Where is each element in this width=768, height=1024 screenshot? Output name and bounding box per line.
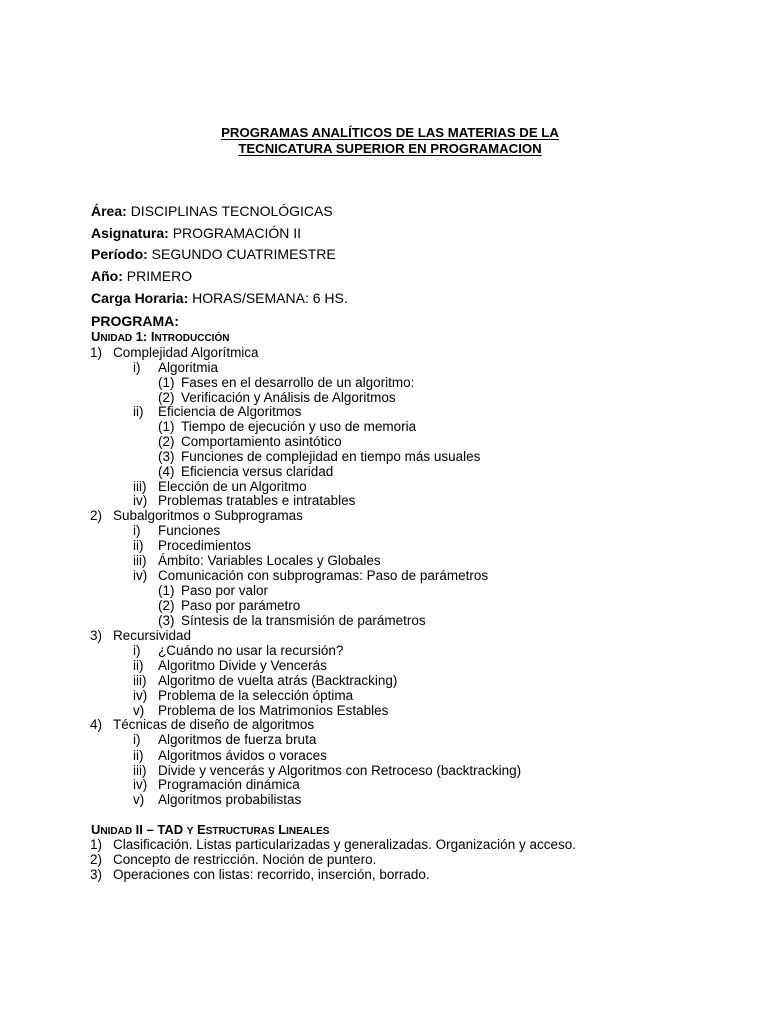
list-item — [90, 628, 191, 643]
list-item-label: i) — [133, 643, 141, 658]
unit-2-heading-part: L — [274, 822, 287, 837]
list-item-label: ii) — [133, 538, 144, 553]
list-item-text: Algoritmo Divide y Vencerás — [158, 658, 327, 673]
area-label: Área: — [91, 203, 127, 219]
area-row — [91, 203, 333, 220]
list-item-label: (3) — [158, 613, 175, 628]
list-item-label: 3) — [90, 628, 103, 643]
list-item-text: Algoritmia — [158, 360, 219, 375]
list-item-text: Programación dinámica — [158, 777, 300, 792]
list-item — [158, 598, 300, 613]
document-title-line-2: TECNICATURA SUPERIOR EN PROGRAMACION — [238, 141, 542, 156]
list-item-label: ii) — [133, 748, 144, 763]
list-item-text: Recursividad — [113, 628, 192, 643]
list-item-text: Problema de la selección óptima — [158, 688, 354, 703]
list-item — [158, 449, 480, 464]
list-item-text: Operaciones con listas: recorrido, inserción, borrado. — [113, 867, 430, 882]
list-item-label: (1) — [158, 583, 175, 598]
list-item-label: iv) — [133, 568, 148, 583]
asignatura-value: PROGRAMACIÓN II — [172, 225, 302, 241]
list-item-text: Eficiencia de Algoritmos — [158, 404, 302, 419]
list-item-label: (2) — [158, 434, 175, 449]
list-item-label: i) — [133, 523, 141, 538]
list-item-text: Algoritmos ávidos o voraces — [158, 748, 327, 763]
list-item-text: Comportamiento asintótico — [181, 434, 342, 449]
list-item — [90, 837, 576, 852]
carga-horaria-label: Carga Horaria: — [91, 290, 189, 306]
list-item-text: Técnicas de diseño de algoritmos — [113, 717, 315, 732]
list-item — [90, 867, 430, 882]
unit-1-heading — [91, 329, 229, 346]
list-item-text: Tiempo de ejecución y uso de memoria — [181, 419, 417, 434]
unit-2-heading-part: U — [91, 822, 101, 837]
list-item-label: (4) — [158, 464, 175, 479]
list-item-text: Complejidad Algorítmica — [113, 345, 259, 360]
list-item-label: (1) — [158, 419, 175, 434]
list-item-label: iii) — [133, 553, 147, 568]
list-item-text: Concepto de restricción. Noción de puntero. — [113, 852, 377, 867]
list-item-text: Divide y vencerás y Algoritmos con Retroceso (backtracking) — [158, 763, 522, 778]
list-item-text: Algoritmos probabilistas — [158, 792, 302, 807]
unit-2-heading-part: II – TAD — [132, 822, 187, 837]
list-item-text: Problemas tratables e intratables — [158, 493, 356, 508]
list-item-label: (1) — [158, 375, 175, 390]
document-title-line-1: PROGRAMAS ANALÍTICOS DE LAS MATERIAS DE LA — [221, 125, 559, 140]
unit-2-heading-part: NIDAD — [100, 826, 133, 837]
list-item — [90, 852, 376, 867]
list-item-text: Clasificación. Listas particularizadas y generalizadas. Organización y acceso. — [113, 837, 576, 852]
list-item — [90, 345, 259, 360]
list-item-text: Problema de los Matrimonios Estables — [158, 703, 389, 718]
list-item — [90, 717, 314, 732]
list-item-text: ¿Cuándo no usar la recursión? — [158, 643, 344, 658]
anio-value: PRIMERO — [126, 268, 193, 284]
list-item — [158, 390, 396, 405]
list-item-label: 2) — [90, 852, 103, 867]
unit-2-heading-part: STRUCTURAS — [205, 826, 275, 837]
list-item — [158, 419, 416, 434]
list-item-label: ii) — [133, 658, 144, 673]
list-item-label: (2) — [158, 390, 175, 405]
unit-1-heading-part: NIDAD — [100, 333, 133, 344]
unit-1-heading-part: 1: I — [132, 329, 155, 344]
list-item-text: Paso por valor — [181, 583, 269, 598]
list-item-text: Ámbito: Variables Locales y Globales — [158, 553, 381, 568]
unit-2-heading-part: INEALES — [286, 826, 330, 837]
list-item-text: Paso por parámetro — [181, 598, 301, 613]
list-item-text: Fases en el desarrollo de un algoritmo: — [181, 375, 415, 390]
area-value: DISCIPLINAS TECNOLÓGICAS — [130, 203, 333, 219]
list-item-label: iv) — [133, 777, 148, 792]
list-item-label: iii) — [133, 673, 147, 688]
list-item-label: ii) — [133, 404, 144, 419]
list-item-text: Procedimientos — [158, 538, 252, 553]
list-item-label: 1) — [90, 345, 103, 360]
list-item-label: v) — [133, 703, 145, 718]
anio-label: Año: — [91, 268, 123, 284]
list-item-label: i) — [133, 360, 141, 375]
unit-1-heading-part: NTRODUCCIÓN — [154, 333, 230, 344]
list-item-label: (2) — [158, 598, 175, 613]
unit-2-heading-part: E — [193, 822, 206, 837]
list-item-text: Síntesis de la transmisión de parámetros — [181, 613, 426, 628]
periodo-value: SEGUNDO CUATRIMESTRE — [151, 246, 336, 262]
anio-row — [91, 268, 192, 285]
unit-2-heading-part: Y — [186, 826, 194, 837]
carga-horaria-value: HORAS/SEMANA: 6 HS. — [192, 290, 348, 306]
list-item — [158, 613, 426, 628]
list-item-label: iv) — [133, 688, 148, 703]
periodo-row — [91, 246, 336, 263]
unit-1-heading-part: U — [91, 329, 101, 344]
list-item-text: Funciones de complejidad en tiempo más usuales — [181, 449, 481, 464]
programa-heading: PROGRAMA: — [91, 313, 179, 329]
asignatura-row — [91, 225, 301, 242]
list-item-label: (3) — [158, 449, 175, 464]
list-item-label: iii) — [133, 763, 147, 778]
list-item-text: Elección de un Algoritmo — [158, 479, 307, 494]
asignatura-label: Asignatura: — [91, 225, 169, 241]
list-item-label: 1) — [90, 837, 103, 852]
list-item — [158, 434, 342, 449]
list-item — [158, 375, 414, 390]
list-item — [158, 583, 268, 598]
list-item-text: Algoritmos de fuerza bruta — [158, 732, 317, 747]
periodo-label: Período: — [91, 246, 148, 262]
list-item-text: Algoritmo de vuelta atrás (Backtracking) — [158, 673, 398, 688]
list-item-text: Eficiencia versus claridad — [181, 464, 334, 479]
list-item-label: 3) — [90, 867, 103, 882]
list-item-label: iv) — [133, 493, 148, 508]
list-item-label: iii) — [133, 479, 147, 494]
list-item — [90, 508, 303, 523]
list-item-text: Funciones — [158, 523, 221, 538]
list-item-label: 2) — [90, 508, 103, 523]
list-item-text: Verificación y Análisis de Algoritmos — [181, 390, 396, 405]
list-item-text: Subalgoritmos o Subprogramas — [113, 508, 303, 523]
list-item-label: i) — [133, 732, 141, 747]
list-item-text: Comunicación con subprogramas: Paso de parámetros — [158, 568, 489, 583]
list-item-label: v) — [133, 792, 145, 807]
list-item — [158, 464, 333, 479]
list-item-label: 4) — [90, 717, 103, 732]
carga-horaria-row — [91, 290, 348, 307]
